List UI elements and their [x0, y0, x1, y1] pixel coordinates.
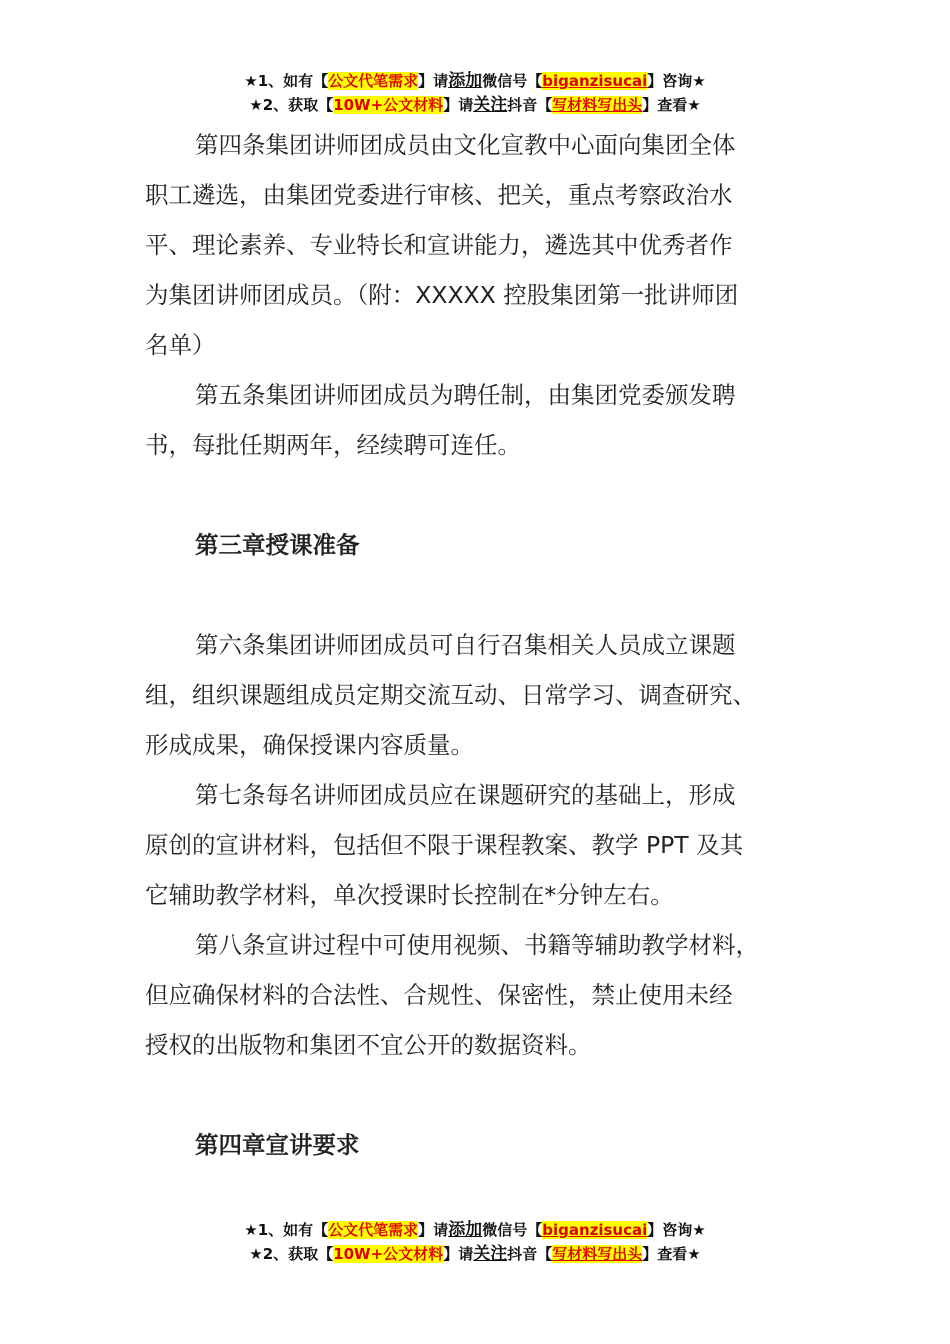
text-line: 授权的出版物和集团不宜公开的数据资料。 — [145, 1031, 592, 1059]
emphasis: 关注 — [473, 1244, 508, 1264]
highlight: 公文代笔需求 — [328, 72, 419, 90]
text: ★2、获取【 — [249, 1245, 334, 1263]
text: 】请 — [443, 96, 474, 114]
highlight: 公文代笔需求 — [328, 1221, 419, 1239]
paragraph-article-5 — [145, 370, 825, 470]
text: 】请 — [418, 72, 449, 90]
douyin-id: 写材料写出头 — [552, 96, 643, 114]
promo-banner-top — [0, 69, 950, 117]
text: 】请 — [418, 1221, 449, 1239]
text-line: 平、理论素养、专业特长和宣讲能力，遴选其中优秀者作 — [145, 231, 733, 259]
banner-line-1 — [0, 1218, 950, 1242]
wechat-id: biganzisucai — [542, 72, 648, 90]
emphasis: 添加 — [448, 71, 483, 91]
wechat-id: biganzisucai — [542, 1221, 648, 1239]
highlight: 10W+公文材料 — [333, 1245, 444, 1263]
text-line: 组，组织课题组成员定期交流互动、日常学习、调查研究、 — [145, 681, 756, 709]
paragraph-article-4 — [145, 120, 825, 370]
text-line: 它辅助教学材料，单次授课时长控制在*分钟左右。 — [145, 881, 674, 909]
text-line: 为集团讲师团成员。（附：XXXXX 控股集团第一批讲师团 — [145, 281, 739, 309]
text-line: 第五条集团讲师团成员为聘任制，由集团党委颁发聘 — [195, 381, 736, 409]
text: 微信号【 — [482, 1221, 543, 1239]
text-line: 但应确保材料的合法性、合规性、保密性，禁止使用未经 — [145, 981, 733, 1009]
emphasis: 关注 — [473, 95, 508, 115]
paragraph-article-6 — [145, 620, 825, 770]
text-line: 书，每批任期两年，经续聘可连任。 — [145, 431, 521, 459]
chapter-heading: 第三章授课准备 — [195, 531, 360, 559]
paragraph-article-7 — [145, 770, 825, 920]
douyin-id: 写材料写出头 — [552, 1245, 643, 1263]
text: 抖音【 — [507, 96, 553, 114]
text: ★2、获取【 — [249, 96, 334, 114]
text-line: 原创的宣讲材料，包括但不限于课程教案、教学 PPT 及其 — [145, 831, 744, 859]
text: 微信号【 — [482, 72, 543, 90]
text-line: 形成成果，确保授课内容质量。 — [145, 731, 474, 759]
banner-line-2 — [0, 93, 950, 117]
banner-line-1 — [0, 69, 950, 93]
paragraph-article-8 — [145, 920, 825, 1070]
text-line: 第六条集团讲师团成员可自行召集相关人员成立课题 — [195, 631, 736, 659]
document-body — [145, 120, 825, 1170]
chapter-heading: 第四章宣讲要求 — [195, 1131, 360, 1159]
text-line: 第八条宣讲过程中可使用视频、书籍等辅助教学材料， — [195, 931, 759, 959]
text-line: 第四条集团讲师团成员由文化宣教中心面向集团全体 — [195, 131, 736, 159]
text: ★1、如有【 — [244, 1221, 329, 1239]
text: 】咨询★ — [647, 1221, 706, 1239]
text-line: 名单） — [145, 331, 216, 359]
text: 抖音【 — [507, 1245, 553, 1263]
text-line: 第七条每名讲师团成员应在课题研究的基础上，形成 — [195, 781, 736, 809]
highlight: 10W+公文材料 — [333, 96, 444, 114]
banner-line-2 — [0, 1242, 950, 1266]
text-line: 职工遴选，由集团党委进行审核、把关，重点考察政治水 — [145, 181, 733, 209]
text: 】查看★ — [642, 1245, 701, 1263]
promo-banner-bottom — [0, 1218, 950, 1266]
text: ★1、如有【 — [244, 72, 329, 90]
text: 】咨询★ — [647, 72, 706, 90]
text: 】请 — [443, 1245, 474, 1263]
emphasis: 添加 — [448, 1220, 483, 1240]
text: 】查看★ — [642, 96, 701, 114]
